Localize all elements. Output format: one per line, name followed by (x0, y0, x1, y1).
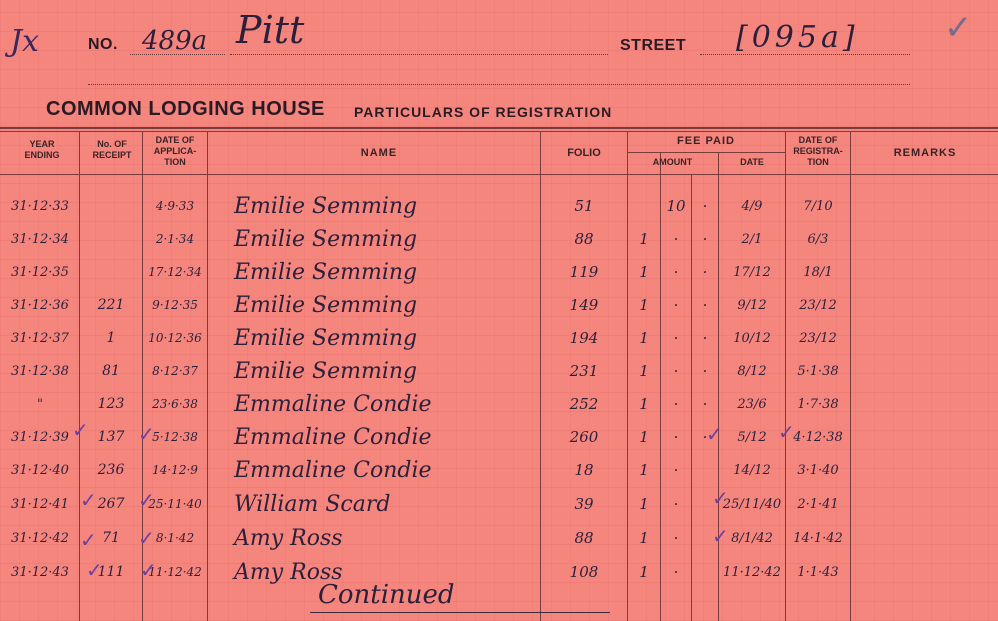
amount-c: · (702, 230, 708, 248)
amount-a: 1 (639, 495, 649, 513)
lodger-name: Emilie Semming (234, 359, 418, 384)
amount-a: 1 (639, 428, 649, 446)
table-row (0, 388, 998, 421)
checkmark-icon: ✓ (712, 524, 729, 548)
amount-a: 1 (639, 329, 649, 347)
application-date: 4·9·33 (155, 199, 195, 213)
amount-c: · (702, 197, 708, 215)
table-top-rule (0, 127, 998, 129)
street-name-dotline (230, 54, 608, 55)
amount-a: 1 (639, 563, 649, 581)
table-row (0, 190, 998, 223)
col-header-amount: AMOUNT (652, 157, 693, 167)
amount-b: · (673, 296, 679, 314)
table-row (0, 289, 998, 322)
amount-b: · (673, 230, 679, 248)
fee-date: 23/6 (737, 397, 767, 412)
receipt-number: 123 (97, 396, 125, 412)
registration-date: 23/12 (799, 298, 837, 313)
application-date: 8·12·37 (152, 364, 198, 378)
folio: 51 (574, 197, 594, 215)
col-header-year-ending: YEAR ENDING (24, 139, 60, 160)
amount-a: 1 (639, 395, 649, 413)
card-subtitle: PARTICULARS OF REGISTRATION (354, 104, 613, 120)
amount-c: · (702, 329, 708, 347)
col-header-name: NAME (360, 147, 398, 159)
street-code: [095a] (736, 20, 859, 55)
application-date: 25·11·40 (148, 497, 202, 511)
amount-c: · (702, 296, 708, 314)
continued-underline (310, 612, 610, 613)
application-date: 14·12·9 (152, 463, 198, 477)
folio: 231 (569, 362, 599, 380)
receipt-number: 236 (97, 462, 125, 478)
amount-b: · (673, 329, 679, 347)
registration-date: 2·1·41 (797, 497, 839, 512)
lodger-name: Emmaline Condie (234, 425, 432, 450)
table-top-rule-2 (0, 131, 998, 132)
lodger-name: Amy Ross (234, 526, 343, 551)
folio: 194 (569, 329, 599, 347)
number-value: 489a (142, 26, 208, 56)
lodger-name: Amy Ross (234, 560, 343, 585)
amount-a: 1 (639, 529, 649, 547)
amount-c (692, 454, 718, 487)
receipt-number (80, 256, 142, 289)
fee-date: 10/12 (733, 331, 771, 346)
receipt-number (80, 190, 142, 223)
continued-note: Continued (318, 580, 455, 610)
year-ending: 31·12·34 (11, 232, 69, 247)
registration-date: 14·1·42 (793, 531, 843, 546)
amount-c: · (702, 362, 708, 380)
year-ending: 31·12·37 (11, 331, 69, 346)
folio: 39 (574, 495, 594, 513)
fee-date: 4/9 (741, 199, 763, 214)
checkmark-icon: ✓ (80, 528, 97, 552)
application-date: 17·12·34 (148, 265, 202, 279)
receipt-number (80, 223, 142, 256)
amount-b: · (673, 263, 679, 281)
number-label: NO. (88, 36, 118, 53)
amount-a: 1 (639, 296, 649, 314)
lodger-name: Emmaline Condie (234, 392, 432, 417)
col-header-fee-paid: FEE PAID (677, 135, 735, 147)
col-header-registration: DATE OF REGISTRA- TION (793, 135, 843, 167)
street-label: STREET (620, 37, 687, 54)
folio: 260 (569, 428, 599, 446)
lodger-name: Emilie Semming (234, 293, 418, 318)
receipt-number: 111 (97, 564, 125, 580)
registration-date: 4·12·38 (793, 430, 843, 445)
lodger-name: Emilie Semming (234, 260, 418, 285)
table-row (0, 322, 998, 355)
col-header-remarks: REMARKS (893, 147, 957, 159)
tick-mark-icon: ✓ (944, 8, 973, 48)
lodger-name: Emilie Semming (234, 194, 418, 219)
amount-b: · (673, 395, 679, 413)
amount-b: · (673, 461, 679, 479)
receipt-number: 221 (97, 297, 125, 313)
folio: 252 (569, 395, 599, 413)
fee-date: 11·12·42 (723, 565, 781, 580)
receipt-number: 267 (97, 496, 125, 512)
receipt-number: 81 (102, 363, 120, 379)
year-ending: 31·12·33 (11, 199, 69, 214)
year-ending: 31·12·41 (11, 497, 69, 512)
col-header-folio: FOLIO (567, 147, 601, 159)
amount-b: · (673, 362, 679, 380)
folio: 18 (574, 461, 594, 479)
folio: 149 (569, 296, 599, 314)
checkmark-icon: ✓ (138, 488, 155, 512)
registration-date: 1·7·38 (797, 397, 839, 412)
amount-c (692, 556, 718, 589)
amount-b: · (673, 529, 679, 547)
folio: 88 (574, 230, 594, 248)
fee-date: 8/1/42 (731, 531, 773, 546)
checkmark-icon: ✓ (86, 558, 103, 582)
folio: 119 (569, 263, 599, 281)
application-date: 8·1·42 (155, 531, 195, 545)
amount-b: · (673, 563, 679, 581)
amount-a: 1 (639, 461, 649, 479)
checkmark-icon: ✓ (140, 558, 157, 582)
registration-date: 18/1 (803, 265, 833, 280)
amount-c: · (702, 428, 708, 446)
fee-date: 25/11/40 (722, 497, 782, 512)
receipt-number: 1 (106, 330, 116, 346)
fee-date: 8/12 (737, 364, 767, 379)
table-row (0, 256, 998, 289)
amount-b: · (673, 428, 679, 446)
card-title: COMMON LODGING HOUSE (46, 98, 325, 120)
col-header-application: DATE OF APPLICA- TION (153, 135, 197, 167)
amount-c: · (702, 395, 708, 413)
checkmark-icon: ✓ (706, 422, 723, 446)
amount-b: 10 (666, 197, 686, 215)
checkmark-icon: ✓ (138, 526, 155, 550)
registration-date: 23/12 (799, 331, 837, 346)
lodger-name: Emmaline Condie (234, 458, 432, 483)
lodger-name: Emilie Semming (234, 326, 418, 351)
receipt-number: 137 (97, 429, 125, 445)
folio: 88 (574, 529, 594, 547)
year-ending: 31·12·39 (11, 430, 69, 445)
year-ending: 31·12·35 (11, 265, 69, 280)
col-header-receipt: No. OF RECEIPT (92, 139, 132, 160)
application-date: 23·6·38 (152, 397, 198, 411)
corner-mark: Jx (10, 24, 39, 59)
year-ending: " (37, 397, 43, 412)
registration-date: 3·1·40 (797, 463, 839, 478)
folio: 108 (569, 563, 599, 581)
amount-a: 1 (639, 263, 649, 281)
header-bottom-rule (0, 174, 998, 175)
fee-date: 2/1 (741, 232, 763, 247)
fee-paid-divider (627, 152, 785, 153)
fee-date: 9/12 (737, 298, 767, 313)
application-date: 9·12·35 (152, 298, 198, 312)
application-date: 5·12·38 (152, 430, 198, 444)
fee-date: 14/12 (733, 463, 771, 478)
street-name: Pitt (236, 8, 305, 52)
table-row (0, 223, 998, 256)
checkmark-icon: ✓ (80, 488, 97, 512)
amount-a: 1 (639, 230, 649, 248)
amount-c: · (702, 263, 708, 281)
header-dotline (88, 84, 910, 85)
lodger-name: William Scard (234, 492, 391, 517)
registration-date: 5·1·38 (797, 364, 839, 379)
table-row (0, 355, 998, 388)
fee-date: 5/12 (737, 430, 767, 445)
year-ending: 31·12·42 (11, 531, 69, 546)
year-ending: 31·12·38 (11, 364, 69, 379)
table-row (0, 454, 998, 487)
amount-b: · (673, 495, 679, 513)
amount-a (628, 190, 660, 223)
checkmark-icon: ✓ (778, 420, 795, 444)
year-ending: 31·12·40 (11, 463, 69, 478)
receipt-number: 71 (102, 530, 120, 546)
registration-date: 6/3 (807, 232, 829, 247)
registration-date: 1·1·43 (797, 565, 839, 580)
application-date: 10·12·36 (148, 331, 202, 345)
col-header-date: DATE (740, 157, 764, 167)
application-date: 2·1·34 (155, 232, 195, 246)
registration-date: 7/10 (803, 199, 833, 214)
amount-a: 1 (639, 362, 649, 380)
year-ending: 31·12·36 (11, 298, 69, 313)
fee-date: 17/12 (733, 265, 771, 280)
checkmark-icon: ✓ (712, 486, 729, 510)
checkmark-icon: ✓ (138, 422, 155, 446)
year-ending: 31·12·43 (11, 565, 69, 580)
checkmark-icon: ✓ (72, 418, 89, 442)
lodger-name: Emilie Semming (234, 227, 418, 252)
application-date: 11·12·42 (148, 565, 202, 579)
